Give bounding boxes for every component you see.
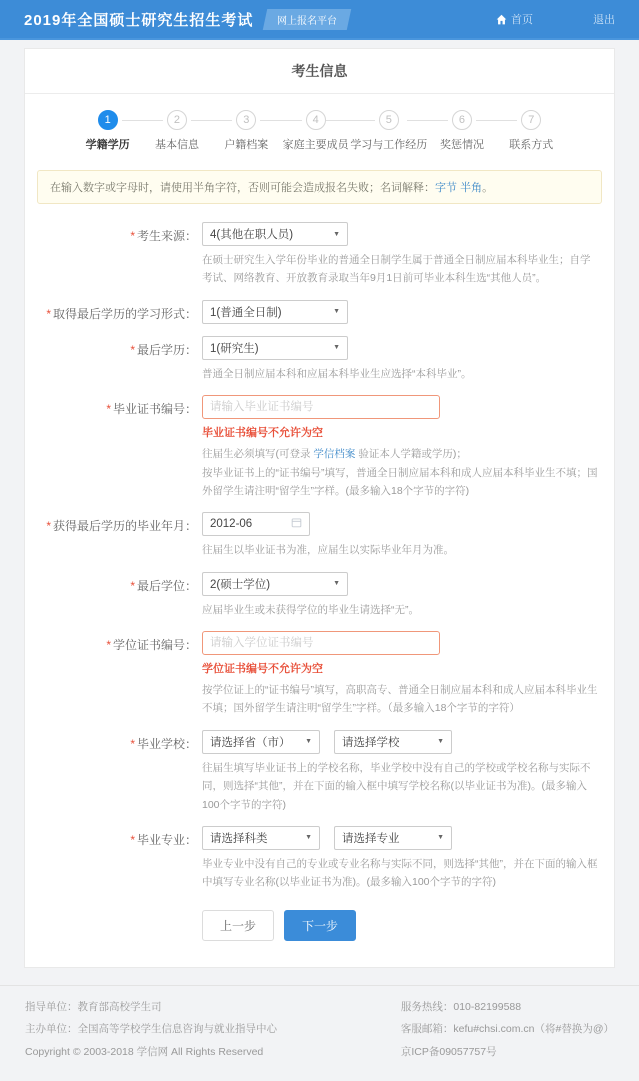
- field-label: 学位证书编号：: [112, 638, 197, 652]
- byte-glossary-link[interactable]: 字节: [435, 182, 457, 194]
- chevron-down-icon: ▼: [437, 738, 444, 746]
- form-row-examinee-source: [25, 222, 614, 288]
- footer-right: [401, 996, 614, 1064]
- step-label: 家庭主要成员: [282, 139, 349, 151]
- footer-guide-unit: 指导单位：教育部高校学生司: [25, 1000, 162, 1013]
- step-xueji-xueli[interactable]: [73, 110, 142, 152]
- step-number: 5: [379, 110, 399, 130]
- footer-copyright: Copyright © 2003-2018 学信网 All Rights Reserved: [25, 1045, 264, 1058]
- footer-hotline: 服务热线：010-82199588: [400, 1000, 522, 1013]
- field-label: 最后学位：: [136, 578, 197, 593]
- home-icon: [496, 14, 507, 25]
- step-number: 7: [521, 110, 541, 130]
- field-error: 毕业证书编号不允许为空: [202, 427, 323, 440]
- required-mark: *: [130, 736, 135, 751]
- notice-text: 在输入数字或字母时，请使用半角字符，否则可能会造成报名失败；名词解释：: [50, 182, 435, 194]
- major-select[interactable]: 请选择专业 ▼: [334, 826, 452, 850]
- form-row-degree-certificate-number: [25, 631, 614, 718]
- degree-certificate-number-input[interactable]: [202, 631, 440, 655]
- chevron-down-icon: ▼: [305, 834, 312, 842]
- field-label: 毕业专业：: [136, 832, 197, 847]
- last-education-select[interactable]: 1(研究生) ▼: [202, 336, 348, 360]
- step-study-work-history[interactable]: [350, 110, 427, 152]
- candidate-info-card: [24, 48, 615, 968]
- app-title: 2019年全国硕士研究生招生考试: [24, 11, 254, 29]
- chevron-down-icon: ▼: [333, 230, 340, 238]
- required-mark: *: [130, 578, 135, 593]
- platform-badge: 网上报名平台: [263, 9, 351, 30]
- form-row-graduation-school: [25, 730, 614, 814]
- page-title: 考生信息: [25, 49, 614, 94]
- step-label: 基本信息: [154, 139, 199, 151]
- step-basic-info[interactable]: [142, 110, 211, 152]
- step-rewards-punishments[interactable]: [427, 110, 496, 152]
- field-help: 在硕士研究生入学年份毕业的普通全日制学生属于普通全日制应届本科毕业生；自学考试、网络教育、开放教育录取当年9月1日前可毕业本科生选“其他人员”。: [202, 254, 591, 285]
- page-footer: [0, 985, 639, 1081]
- required-mark: *: [46, 306, 51, 321]
- required-mark: *: [130, 342, 135, 357]
- step-number: 4: [306, 110, 326, 130]
- chevron-down-icon: ▼: [333, 344, 340, 352]
- xuexin-archive-link[interactable]: 学信档案: [313, 448, 356, 461]
- chevron-down-icon: ▼: [333, 580, 340, 588]
- logout-link[interactable]: 退出: [593, 14, 615, 26]
- next-step-button[interactable]: 下一步: [284, 910, 356, 941]
- calendar-icon: [291, 517, 302, 531]
- required-mark: *: [106, 638, 111, 652]
- field-help: 往届生必须填写(可登录 学信档案 验证本人学籍或学历)； 按毕业证书上的“证书编号”填写，普通全日制应届本科和成人应届本科毕业生不填；国外留学生请注明“留学生”字样。(最多输入18个字节的字符): [202, 448, 598, 497]
- form-row-last-degree: [25, 572, 614, 619]
- field-label: 考生来源：: [136, 229, 197, 243]
- field-label: 毕业学校：: [136, 736, 197, 751]
- step-number: 3: [236, 110, 256, 130]
- field-help: 往届生填写毕业证书上的学校名称，毕业学校中没有自己的学校或学校名称与实际不同，则选择“其他”，并在下面的输入框中填写学校名称(以毕业证书为准)。(最多输入100个字节的字符): [202, 761, 591, 811]
- halfwidth-glossary-link[interactable]: 半角: [460, 182, 483, 194]
- step-huji-archive[interactable]: [212, 110, 281, 152]
- wizard-stepper: [25, 94, 614, 158]
- step-number: 2: [167, 110, 187, 130]
- footer-left: [25, 996, 277, 1064]
- major-category-select[interactable]: 请选择科类 ▼: [202, 826, 320, 850]
- xueji-xueli-form: [25, 208, 614, 967]
- form-row-study-form: [25, 300, 614, 324]
- required-mark: *: [46, 519, 51, 534]
- school-select[interactable]: 请选择学校 ▼: [334, 730, 452, 754]
- diploma-number-input[interactable]: [202, 395, 440, 419]
- step-number: 1: [98, 110, 118, 130]
- step-label: 户籍档案: [224, 139, 269, 151]
- field-label: 获得最后学历的毕业年月：: [52, 519, 197, 534]
- field-help: 应届毕业生或未获得学位的毕业生请选择“无”。: [202, 603, 419, 616]
- study-form-select[interactable]: 1(普通全日制) ▼: [202, 300, 348, 324]
- form-actions: [202, 910, 614, 941]
- required-mark: *: [106, 402, 111, 417]
- field-help: 普通全日制应届本科和应届本科毕业生应选择“本科毕业”。: [202, 367, 472, 380]
- footer-email: 客服邮箱：kefu#chsi.com.cn（将#替换为@）: [400, 1023, 614, 1036]
- home-label: 首页: [511, 14, 533, 26]
- field-label: 毕业证书编号：: [112, 402, 197, 417]
- chevron-down-icon: ▼: [305, 738, 312, 746]
- form-row-graduation-major: [25, 826, 614, 892]
- app-header: [0, 0, 639, 40]
- last-degree-select[interactable]: 2(硕士学位) ▼: [202, 572, 348, 596]
- previous-step-button[interactable]: 上一步: [202, 910, 274, 941]
- field-label: 最后学历：: [136, 342, 197, 357]
- halfwidth-notice: 在输入数字或字母时，请使用半角字符，否则可能会造成报名失败；名词解释：字节 半角。: [37, 170, 602, 204]
- field-label: 取得最后学历的学习形式：: [52, 306, 197, 321]
- graduation-date-input[interactable]: 2012-06: [202, 512, 310, 536]
- chevron-down-icon: ▼: [333, 308, 340, 316]
- step-family-members[interactable]: [281, 110, 350, 152]
- required-mark: *: [130, 832, 135, 847]
- field-error: 学位证书编号不允许为空: [202, 663, 323, 675]
- step-number: 6: [452, 110, 472, 130]
- home-link[interactable]: [496, 11, 533, 27]
- footer-host-unit: 主办单位：全国高等学校学生信息咨询与就业指导中心: [25, 1023, 277, 1036]
- chevron-down-icon: ▼: [437, 834, 444, 842]
- field-help: 毕业专业中没有自己的专业或专业名称与实际不同，则选择“其他”，并在下面的输入框中填写专业名称(以毕业证书为准)。(最多输入100个字节的字符): [202, 857, 598, 889]
- step-label: 学习与工作经历: [350, 139, 428, 151]
- step-label: 联系方式: [509, 139, 554, 151]
- form-row-graduation-date: [25, 512, 614, 559]
- form-row-diploma-number: [25, 395, 614, 500]
- field-help: 按学位证上的“证书编号”填写，高职高专、普通全日制应届本科和成人应届本科毕业生不填；国外留学生请注明“留学生”字样。（最多输入18个字节的字符）: [202, 684, 598, 715]
- step-label: 奖惩情况: [439, 139, 484, 151]
- examinee-source-select[interactable]: 4(其他在职人员) ▼: [202, 222, 348, 246]
- step-label: 学籍学历: [85, 139, 130, 151]
- field-help: 往届生以毕业证书为准，应届生以实际毕业年月为准。: [202, 544, 454, 557]
- required-mark: *: [130, 229, 135, 243]
- form-row-last-education: [25, 336, 614, 383]
- school-province-select[interactable]: 请选择省（市） ▼: [202, 730, 320, 754]
- footer-icp: 京ICP备09057757号: [400, 1045, 497, 1058]
- step-contact-info[interactable]: [497, 110, 566, 152]
